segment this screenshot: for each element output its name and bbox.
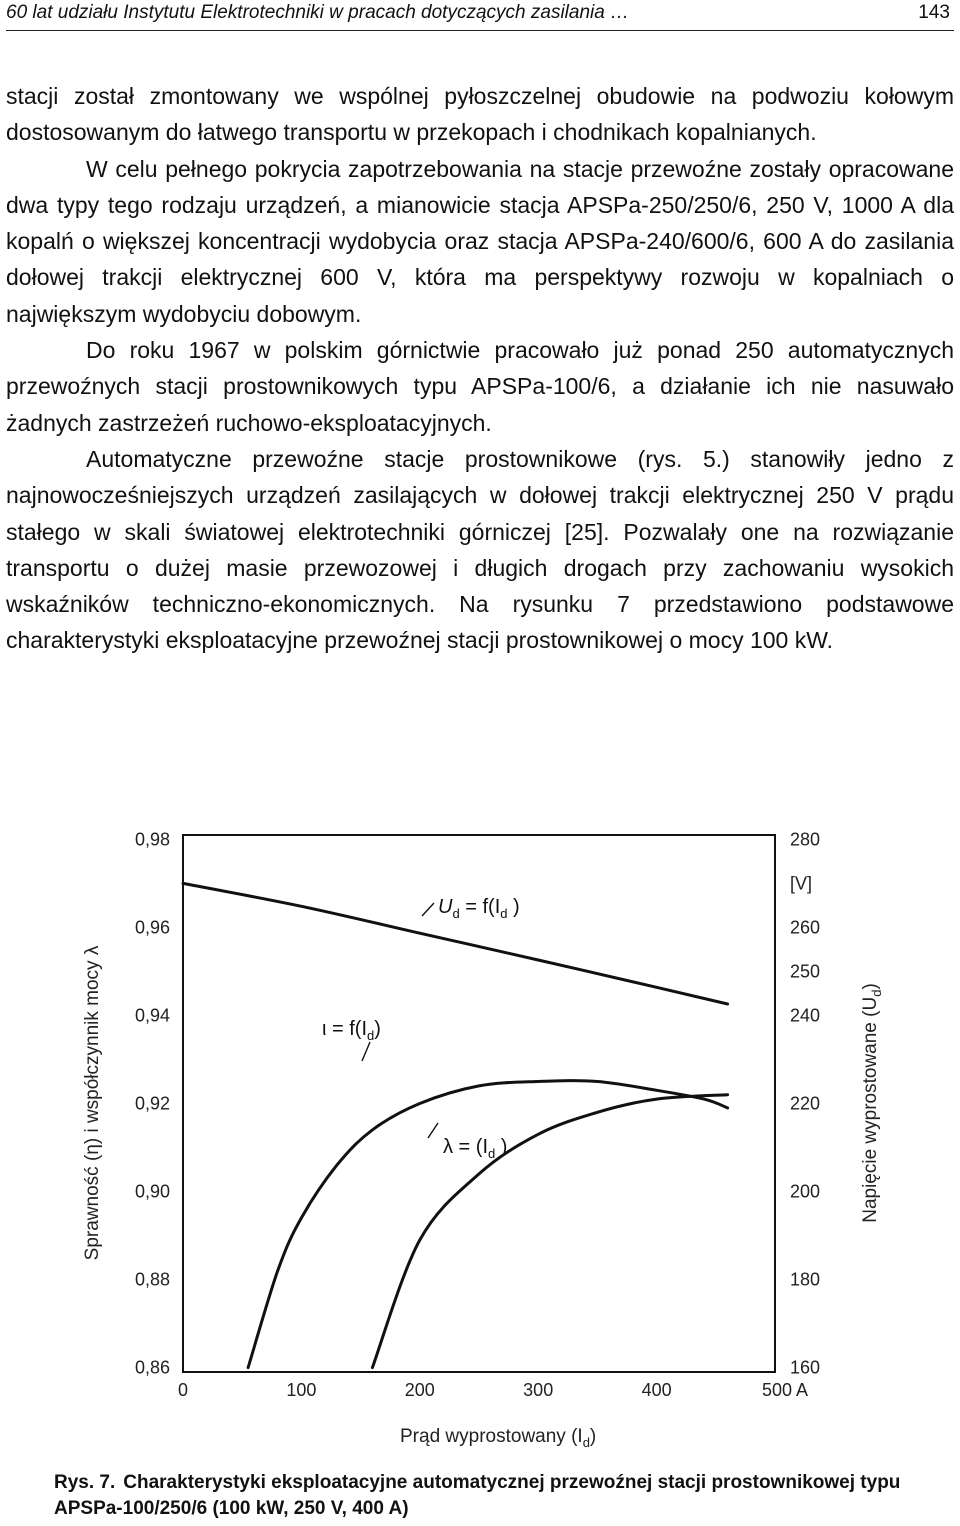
leader-line bbox=[422, 903, 434, 916]
figure-caption bbox=[54, 1470, 914, 1522]
caption-text: Charakterystyki eksploatacyjne automatycznej przewoźnej stacji prostownikowej typu APSPa-100/250/6 (100 kW, 250 V, 400 A) bbox=[54, 1472, 901, 1519]
series-label-text: $\lambda = (I_d$ ) bbox=[443, 1136, 508, 1161]
series-label-text: $U_d = f(I_d$ ) bbox=[438, 896, 520, 921]
x-tick-label: 100 bbox=[286, 1380, 317, 1400]
x-tick-label: 400 bbox=[641, 1380, 672, 1400]
y-left-tick-label: 0,88 bbox=[134, 1269, 170, 1290]
x-tick-label: 500 A bbox=[761, 1380, 809, 1400]
y-left-tick-label: 0,92 bbox=[134, 1093, 170, 1114]
leader-line bbox=[428, 1123, 438, 1138]
series-line-eta bbox=[248, 1081, 727, 1368]
y-right-tick-label: 280 bbox=[790, 829, 821, 850]
x-tick-label: 300 bbox=[523, 1380, 554, 1400]
paragraph: Do roku 1967 w polskim górnictwie pracowało już ponad 250 automatycznych przewoźnych stacji prostownikowych typu APSPa-100/6, a działanie ich nie nasuwało żadnych zastrzeżeń ruchowo-eksploatacyjnych. bbox=[6, 337, 954, 436]
series-label-lambda bbox=[428, 1123, 507, 1161]
y-right-tick-label: 250 bbox=[790, 961, 821, 982]
leader-line bbox=[362, 1042, 370, 1061]
series-line-lambda bbox=[372, 1095, 727, 1368]
y-left-tick-label: 0,90 bbox=[134, 1181, 170, 1202]
paragraph: Automatyczne przewoźne stacje prostownikowe (rys. 5.) stanowiły jedno z najnowocześniejszych urządzeń zasilających w dołowej trakcji elektrycznej 250 V prądu stałego w skali światowej elektrotechniki górniczej [25]. Pozwalały one na rozwiązanie transportu o dużej masie przewozowej i długich drogach przy zachowaniu wysokich wskaźników techniczno-ekonomicznych. Na rysunku 7 przedstawiono podstawowe charakterystyki eksploatacyjne przewoźnej stacji prostownikowej o mocy 100 kW. bbox=[6, 445, 954, 654]
y-right-tick-label: 240 bbox=[790, 1005, 821, 1026]
y-left-tick-label: 0,94 bbox=[134, 1005, 170, 1026]
page-header bbox=[6, 0, 954, 31]
caption-label: Rys. 7. bbox=[54, 1472, 116, 1493]
y-left-tick-label: 0,96 bbox=[134, 917, 170, 938]
paragraph: W celu pełnego pokrycia zapotrzebowania na stacje przewoźne zostały opracowane dwa typy tego rodzaju urządzeń, a mianowicie stacja APSPa-250/250/6, 250 V, 1000 A dla kopalń o większej koncentracji wydobycia oraz stacja APSPa-240/600/6, 600 A do zasilania dołowej trakcji elektrycznej 600 V, która ma perspektywy rozwoju w kopalniach o największym wydobyciu dobowym. bbox=[6, 155, 954, 327]
y-right-axis-ticks bbox=[790, 829, 820, 1377]
series-lines bbox=[183, 883, 728, 1367]
y-right-tick-label: 260 bbox=[790, 917, 821, 938]
series-label-eta bbox=[322, 1018, 381, 1061]
y-right-axis-title: Napięcie wyprostowane $(U_d)$ bbox=[860, 983, 884, 1223]
series-label-ud bbox=[422, 896, 520, 921]
characteristics-chart bbox=[70, 820, 900, 1460]
x-axis-title: Prąd wyprostowany $(I_d)$ bbox=[400, 1426, 597, 1450]
series-label-text: $\iota = f(I_d)$ bbox=[322, 1018, 381, 1043]
y-right-tick-label: [V] bbox=[790, 873, 813, 894]
series-line-ud bbox=[183, 883, 728, 1004]
y-left-axis-title: Sprawność (η) i współczynnik mocy λ bbox=[82, 945, 103, 1261]
paragraph: stacji został zmontowany we wspólnej pyłoszczelnej obudowie na podwoziu kołowym dostosowanym do łatwego transportu w przekopach i chodnikach kopalnianych. bbox=[6, 83, 954, 146]
figure-chart bbox=[70, 820, 900, 1460]
y-right-tick-label: 220 bbox=[790, 1093, 821, 1114]
x-axis-ticks bbox=[178, 1380, 808, 1400]
y-right-tick-label: 180 bbox=[790, 1269, 821, 1290]
y-left-axis-ticks bbox=[135, 829, 170, 1377]
y-left-tick-label: 0,86 bbox=[134, 1357, 170, 1378]
y-right-tick-label: 200 bbox=[790, 1181, 821, 1202]
y-right-tick-label: 160 bbox=[790, 1357, 821, 1378]
y-left-tick-label: 0,98 bbox=[134, 829, 170, 850]
body-text bbox=[6, 78, 954, 659]
page-number: 143 bbox=[918, 2, 950, 23]
x-tick-label: 0 bbox=[177, 1380, 189, 1400]
x-tick-label: 200 bbox=[404, 1380, 435, 1400]
running-title: 60 lat udziału Instytutu Elektrotechniki w pracach dotyczących zasilania … bbox=[6, 2, 630, 23]
